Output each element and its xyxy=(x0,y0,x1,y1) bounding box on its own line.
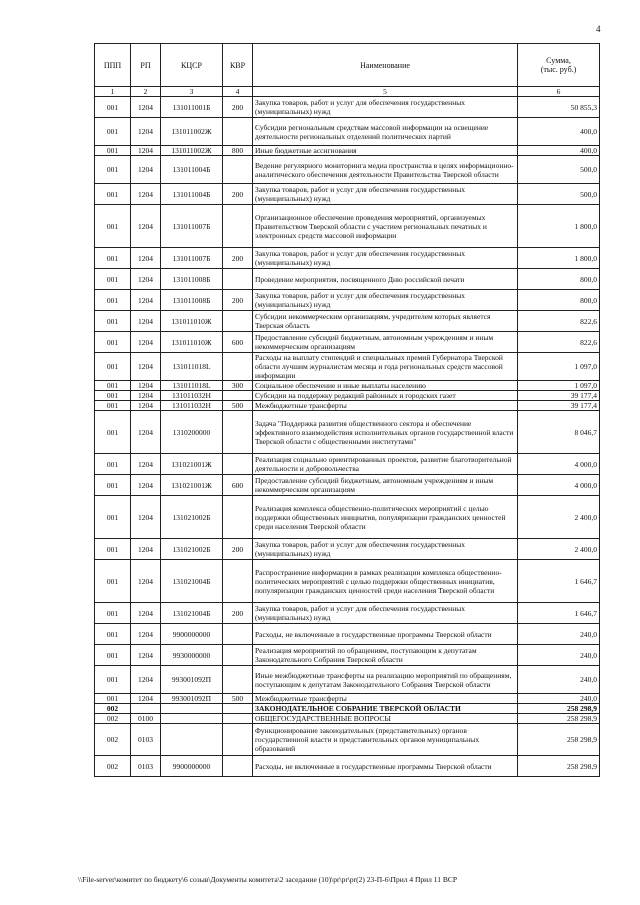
ppp-cell: 001 xyxy=(95,146,131,156)
name-cell: Реализация комплекса общественно-политических мероприятий с целью поддержки общественных инициатив, популяризации гражданских ценностей среди населения Тверской области xyxy=(253,496,518,539)
rp-cell: 1204 xyxy=(131,496,161,539)
sum-cell: 258 298,9 xyxy=(518,714,600,724)
rp-cell: 1204 xyxy=(131,332,161,353)
index-cell: 3 xyxy=(161,87,223,97)
kcsr-cell: 131021004Б xyxy=(161,603,223,624)
table-row xyxy=(95,146,600,156)
name-cell: Закупка товаров, работ и услуг для обеспечения государственных (муниципальных) нужд xyxy=(253,248,518,269)
kvr-cell xyxy=(223,269,253,290)
ppp-cell: 001 xyxy=(95,694,131,704)
kvr-cell xyxy=(223,624,253,645)
name-cell: Функционирование законодательных (представительных) органов государственной власти и представительных органов муниципальных образований xyxy=(253,724,518,756)
table-row xyxy=(95,332,600,353)
rp-cell: 1204 xyxy=(131,560,161,603)
table-row xyxy=(95,290,600,311)
rp-cell: 1204 xyxy=(131,539,161,560)
kvr-cell: 200 xyxy=(223,248,253,269)
kcsr-cell: 131011007Б xyxy=(161,205,223,248)
ppp-cell: 001 xyxy=(95,496,131,539)
kcsr-cell: 131011007Б xyxy=(161,248,223,269)
index-cell: 6 xyxy=(518,87,600,97)
ppp-cell: 002 xyxy=(95,724,131,756)
ppp-cell: 001 xyxy=(95,411,131,454)
name-cell: Иные межбюджетные трансферты на реализацию мероприятий по обращениям, поступающим к депутатам Законодательного Собрания Тверской области xyxy=(253,666,518,694)
table-row xyxy=(95,475,600,496)
ppp-cell: 001 xyxy=(95,184,131,205)
rp-cell: 1204 xyxy=(131,146,161,156)
sum-cell: 258 298,9 xyxy=(518,704,600,714)
kcsr-cell: 131011018L xyxy=(161,381,223,391)
kcsr-cell: 131011004Б xyxy=(161,156,223,184)
kvr-cell: 300 xyxy=(223,381,253,391)
table-row xyxy=(95,539,600,560)
ppp-cell: 001 xyxy=(95,311,131,332)
kvr-cell: 600 xyxy=(223,332,253,353)
rp-cell: 1204 xyxy=(131,118,161,146)
ppp-cell: 001 xyxy=(95,381,131,391)
table-row xyxy=(95,624,600,645)
sum-cell: 39 177,4 xyxy=(518,391,600,401)
table-row xyxy=(95,454,600,475)
sum-cell: 1 097,0 xyxy=(518,381,600,391)
kcsr-cell xyxy=(161,704,223,714)
table-row xyxy=(95,184,600,205)
rp-cell: 1204 xyxy=(131,454,161,475)
table-row xyxy=(95,401,600,411)
column-index-row xyxy=(95,87,600,97)
ppp-cell: 001 xyxy=(95,97,131,118)
name-cell: Межбюджетные трансферты xyxy=(253,694,518,704)
table-row xyxy=(95,156,600,184)
table-row xyxy=(95,248,600,269)
table-row xyxy=(95,205,600,248)
name-cell: Закупка товаров, работ и услуг для обеспечения государственных (муниципальных) нужд xyxy=(253,97,518,118)
table-row xyxy=(95,560,600,603)
kvr-cell: 200 xyxy=(223,603,253,624)
sum-cell: 1 800,0 xyxy=(518,248,600,269)
name-cell: Иные бюджетные ассигнования xyxy=(253,146,518,156)
name-cell: Закупка товаров, работ и услуг для обеспечения государственных (муниципальных) нужд xyxy=(253,184,518,205)
kcsr-cell xyxy=(161,724,223,756)
kvr-cell: 600 xyxy=(223,475,253,496)
kvr-cell xyxy=(223,411,253,454)
rp-cell: 1204 xyxy=(131,624,161,645)
ppp-cell: 001 xyxy=(95,156,131,184)
name-cell: Расходы, не включенные в государственные программы Тверской области xyxy=(253,624,518,645)
kvr-cell xyxy=(223,645,253,666)
kvr-cell: 200 xyxy=(223,539,253,560)
name-cell: Предоставление субсидий бюджетным, автономным учреждениям и иным некоммерческим организациям xyxy=(253,332,518,353)
table-row xyxy=(95,694,600,704)
kcsr-cell: 131011008Б xyxy=(161,269,223,290)
sum-cell: 240,0 xyxy=(518,666,600,694)
table-row xyxy=(95,311,600,332)
table-row xyxy=(95,724,600,756)
name-cell: Реализация социально ориентированных проектов, развитие благотворительной деятельности и добровольчества xyxy=(253,454,518,475)
rp-cell: 1204 xyxy=(131,353,161,381)
kvr-cell xyxy=(223,756,253,777)
kcsr-cell: 131011002Ж xyxy=(161,118,223,146)
kvr-cell xyxy=(223,496,253,539)
rp-cell: 1204 xyxy=(131,184,161,205)
kvr-cell xyxy=(223,353,253,381)
kvr-cell: 800 xyxy=(223,146,253,156)
kcsr-cell: 131011010Ж xyxy=(161,311,223,332)
ppp-cell: 001 xyxy=(95,624,131,645)
ppp-cell: 001 xyxy=(95,454,131,475)
kvr-cell xyxy=(223,666,253,694)
sum-cell: 1 097,0 xyxy=(518,353,600,381)
rp-cell: 1204 xyxy=(131,290,161,311)
table-row xyxy=(95,391,600,401)
name-cell: Социальное обеспечение и иные выплаты населению xyxy=(253,381,518,391)
kcsr-cell xyxy=(161,714,223,724)
name-cell: Распространение информации в рамках реализации комплекса общественно-политических мероприятий с целью поддержки общественных инициатив, популяризации гражданских ценностей среди населения Тверской области xyxy=(253,560,518,603)
kvr-cell xyxy=(223,311,253,332)
name-cell: Закупка товаров, работ и услуг для обеспечения государственных (муниципальных) нужд xyxy=(253,290,518,311)
name-cell: Закупка товаров, работ и услуг для обеспечения государственных (муниципальных) нужд xyxy=(253,539,518,560)
sum-cell: 240,0 xyxy=(518,694,600,704)
kvr-cell xyxy=(223,560,253,603)
ppp-cell: 002 xyxy=(95,714,131,724)
header-sum: Сумма, (тыс. руб.) xyxy=(518,44,600,87)
kcsr-cell: 993001092П xyxy=(161,694,223,704)
name-cell: Предоставление субсидий бюджетным, автономным учреждениям и иным некоммерческим организациям xyxy=(253,475,518,496)
sum-cell: 240,0 xyxy=(518,645,600,666)
sum-cell: 8 046,7 xyxy=(518,411,600,454)
name-cell: Задача "Поддержка развития общественного сектора и обеспечение эффективного взаимодействия исполнительных органов государственной власти Тверской области с общественными институтами" xyxy=(253,411,518,454)
kcsr-cell: 131011032Н xyxy=(161,401,223,411)
table-row xyxy=(95,381,600,391)
ppp-cell: 001 xyxy=(95,401,131,411)
sum-cell: 258 298,9 xyxy=(518,756,600,777)
name-cell: Субсидии региональным средствам массовой информации на освещение деятельности региональных отделений политических партий xyxy=(253,118,518,146)
name-cell: Ведение регулярного мониторинга медиа пространства в целях информационно-аналитического обеспечения деятельности Правительства Тверской области xyxy=(253,156,518,184)
sum-cell: 822,6 xyxy=(518,332,600,353)
ppp-cell: 001 xyxy=(95,391,131,401)
kvr-cell xyxy=(223,454,253,475)
rp-cell: 1204 xyxy=(131,248,161,269)
sum-cell: 240,0 xyxy=(518,624,600,645)
ppp-cell: 001 xyxy=(95,118,131,146)
kvr-cell xyxy=(223,391,253,401)
rp-cell: 1204 xyxy=(131,645,161,666)
header-ppp: ППП xyxy=(95,44,131,87)
sum-cell: 800,0 xyxy=(518,269,600,290)
rp-cell: 1204 xyxy=(131,475,161,496)
sum-cell: 1 646,7 xyxy=(518,603,600,624)
name-cell: Проведение мероприятия, посвященного Дню российской печати xyxy=(253,269,518,290)
sum-cell: 4 000,0 xyxy=(518,475,600,496)
kvr-cell xyxy=(223,118,253,146)
kcsr-cell: 9900000000 xyxy=(161,624,223,645)
rp-cell: 1204 xyxy=(131,269,161,290)
rp-cell: 1204 xyxy=(131,401,161,411)
ppp-cell: 001 xyxy=(95,205,131,248)
table-row xyxy=(95,603,600,624)
kvr-cell xyxy=(223,714,253,724)
kcsr-cell: 131011004Б xyxy=(161,184,223,205)
name-cell: Субсидии некоммерческим организациям, учредителем которых является Тверская область xyxy=(253,311,518,332)
index-cell: 1 xyxy=(95,87,131,97)
rp-cell: 1204 xyxy=(131,694,161,704)
table-row xyxy=(95,118,600,146)
name-cell: Расходы, не включенные в государственные программы Тверской области xyxy=(253,756,518,777)
kcsr-cell: 993001092П xyxy=(161,666,223,694)
ppp-cell: 001 xyxy=(95,560,131,603)
table-row xyxy=(95,496,600,539)
kcsr-cell: 131011018L xyxy=(161,353,223,381)
name-cell: Закупка товаров, работ и услуг для обеспечения государственных (муниципальных) нужд xyxy=(253,603,518,624)
table-row xyxy=(95,645,600,666)
kvr-cell: 500 xyxy=(223,694,253,704)
kvr-cell: 500 xyxy=(223,401,253,411)
kcsr-cell: 131021002Б xyxy=(161,496,223,539)
sum-cell: 500,0 xyxy=(518,156,600,184)
ppp-cell: 001 xyxy=(95,539,131,560)
rp-cell: 1204 xyxy=(131,97,161,118)
sum-cell: 258 298,9 xyxy=(518,724,600,756)
sum-cell: 1 800,0 xyxy=(518,205,600,248)
kvr-cell: 200 xyxy=(223,97,253,118)
rp-cell: 1204 xyxy=(131,156,161,184)
ppp-cell: 001 xyxy=(95,475,131,496)
ppp-cell: 001 xyxy=(95,353,131,381)
name-cell: ОБЩЕГОСУДАРСТВЕННЫЕ ВОПРОСЫ xyxy=(253,714,518,724)
table-row xyxy=(95,353,600,381)
ppp-cell: 002 xyxy=(95,704,131,714)
table-row xyxy=(95,411,600,454)
name-cell: Межбюджетные трансферты xyxy=(253,401,518,411)
rp-cell: 1204 xyxy=(131,205,161,248)
sum-cell: 39 177,4 xyxy=(518,401,600,411)
name-cell: ЗАКОНОДАТЕЛЬНОЕ СОБРАНИЕ ТВЕРСКОЙ ОБЛАСТИ xyxy=(253,704,518,714)
table-row xyxy=(95,666,600,694)
index-cell: 4 xyxy=(223,87,253,97)
sum-cell: 1 646,7 xyxy=(518,560,600,603)
kvr-cell xyxy=(223,156,253,184)
ppp-cell: 001 xyxy=(95,248,131,269)
name-cell: Расходы на выплату стипендий и специальных премий Губернатора Тверской области лучшим журналистам месяца и года региональных средств массовой информации xyxy=(253,353,518,381)
table-row xyxy=(95,97,600,118)
sum-cell: 2 400,0 xyxy=(518,496,600,539)
kcsr-cell: 131011002Ж xyxy=(161,146,223,156)
rp-cell: 1204 xyxy=(131,311,161,332)
table-body xyxy=(95,97,600,777)
kcsr-cell: 131021002Б xyxy=(161,539,223,560)
header-name: Наименование xyxy=(253,44,518,87)
kcsr-cell: 131011001Б xyxy=(161,97,223,118)
sum-cell: 400,0 xyxy=(518,118,600,146)
name-cell: Организационное обеспечение проведения мероприятий, организуемых Правительством Тверской области с участием региональных печатных и электронных средств массовой информации xyxy=(253,205,518,248)
kcsr-cell: 131021001Ж xyxy=(161,454,223,475)
kcsr-cell: 9930000000 xyxy=(161,645,223,666)
kcsr-cell: 1310200000 xyxy=(161,411,223,454)
table-row xyxy=(95,704,600,714)
sum-cell: 2 400,0 xyxy=(518,539,600,560)
rp-cell: 1204 xyxy=(131,603,161,624)
header-rp: РП xyxy=(131,44,161,87)
kvr-cell xyxy=(223,205,253,248)
table-row xyxy=(95,756,600,777)
sum-cell: 822,6 xyxy=(518,311,600,332)
kvr-cell: 200 xyxy=(223,184,253,205)
name-cell: Субсидии на поддержку редакций районных и городских газет xyxy=(253,391,518,401)
table-row xyxy=(95,714,600,724)
header-kvr: КВР xyxy=(223,44,253,87)
ppp-cell: 001 xyxy=(95,645,131,666)
ppp-cell: 001 xyxy=(95,332,131,353)
index-cell: 2 xyxy=(131,87,161,97)
ppp-cell: 001 xyxy=(95,290,131,311)
ppp-cell: 002 xyxy=(95,756,131,777)
rp-cell: 0103 xyxy=(131,724,161,756)
sum-cell: 4 000,0 xyxy=(518,454,600,475)
kcsr-cell: 131011032Н xyxy=(161,391,223,401)
rp-cell: 1204 xyxy=(131,666,161,694)
ppp-cell: 001 xyxy=(95,269,131,290)
kcsr-cell: 131021004Б xyxy=(161,560,223,603)
file-path-footer: \\File-server\комитет по бюджету\6 созыв\Документы комитета\2 заседание (10)\pr\pr\pr(2) 23-П-6\Прил 4 Прил 11 ВСР xyxy=(78,875,458,884)
rp-cell: 0100 xyxy=(131,714,161,724)
kcsr-cell: 131011010Ж xyxy=(161,332,223,353)
sum-cell: 400,0 xyxy=(518,146,600,156)
kvr-cell xyxy=(223,704,253,714)
rp-cell: 1204 xyxy=(131,381,161,391)
header-row xyxy=(95,44,600,87)
ppp-cell: 001 xyxy=(95,666,131,694)
sum-cell: 50 855,3 xyxy=(518,97,600,118)
kcsr-cell: 131021001Ж xyxy=(161,475,223,496)
ppp-cell: 001 xyxy=(95,603,131,624)
budget-table xyxy=(94,43,600,777)
index-cell: 5 xyxy=(253,87,518,97)
sum-cell: 800,0 xyxy=(518,290,600,311)
kcsr-cell: 131011008Б xyxy=(161,290,223,311)
rp-cell xyxy=(131,704,161,714)
rp-cell: 0103 xyxy=(131,756,161,777)
kvr-cell: 200 xyxy=(223,290,253,311)
name-cell: Реализация мероприятий по обращениям, поступающим к депутатам Законодательного Собрания Тверской области xyxy=(253,645,518,666)
page-number: 4 xyxy=(596,24,601,34)
kcsr-cell: 9900000000 xyxy=(161,756,223,777)
table-row xyxy=(95,269,600,290)
rp-cell: 1204 xyxy=(131,411,161,454)
kvr-cell xyxy=(223,724,253,756)
rp-cell: 1204 xyxy=(131,391,161,401)
sum-cell: 500,0 xyxy=(518,184,600,205)
header-kcsr: КЦСР xyxy=(161,44,223,87)
